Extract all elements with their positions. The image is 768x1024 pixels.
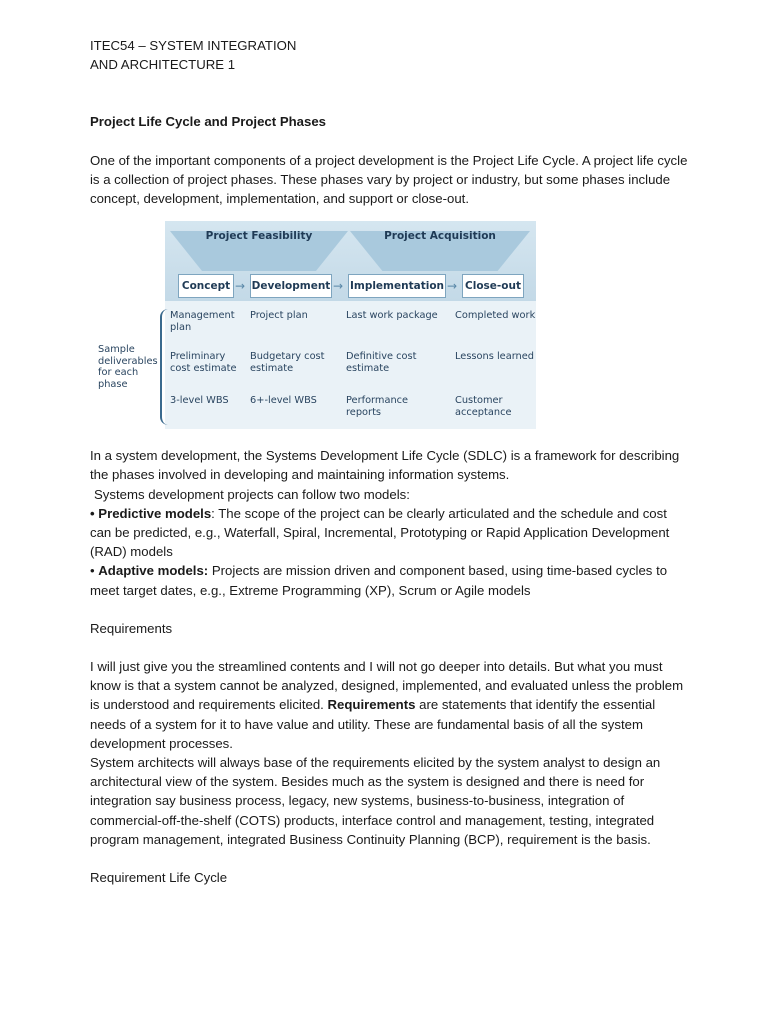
course-code-line: ITEC54 – SYSTEM INTEGRATION <box>90 38 297 53</box>
req-p1-text-b: are statements that identify the essential needs of a system for it to have value and utility. These are fundamental basis of all the system development processes. <box>90 697 656 751</box>
deliverable-cell: Completed work <box>455 310 536 321</box>
predictive-text: : The scope of the project can be clearly articulated and the schedule and cost can be predicted, e.g., Waterfall, Spiral, Incremental, Prototyping or Rapid Application Development (RAD) models <box>90 505 670 560</box>
deliverable-cell: Performance reports <box>346 395 409 418</box>
deliverable-cell: Definitive cost estimate <box>346 351 417 374</box>
deliverable-cell: Project plan <box>250 310 308 321</box>
adaptive-text: Projects are mission driven and component based, using time-based cycles to meet target dates, e.g., Extreme Programming (XP), Scrum or Agile models <box>90 563 668 598</box>
predictive-label: • Predictive models <box>90 505 212 521</box>
deliverable-cell: Lessons learned <box>455 351 535 362</box>
requirements-paragraph-1 <box>90 657 690 753</box>
section-title: Project Life Cycle and Project Phases <box>90 114 327 130</box>
deliverable-cell: 3-level WBS <box>170 395 229 406</box>
adaptive-models-item: • Adaptive models: Projects are mission driven and component based, using time-based cycles to meet target dates, e.g., Extreme Programming (XP), Scrum or Agile models <box>90 563 668 598</box>
requirements-bold-term: Requirements <box>327 697 416 713</box>
phase-implementation: Implementation <box>348 274 446 298</box>
deliverables-brace <box>160 309 170 425</box>
group-label-acquisition: Project Acquisition <box>384 230 496 242</box>
phase-concept: Concept <box>178 274 234 298</box>
req-p1-text-a: I will just give you the streamlined contents and I will not go deeper into details. But what you must know is that a system cannot be analyzed, designed, implemented, and evaluated unless the problem is understood and requirements elicited. <box>90 659 684 713</box>
deliverable-cell: Management plan <box>170 310 235 333</box>
group-label-feasibility: Project Feasibility <box>205 230 313 242</box>
deliverable-cell: 6+-level WBS <box>250 395 317 406</box>
adaptive-label: Adaptive models: <box>98 563 209 579</box>
sdlc-paragraph: In a system development, the Systems Development Life Cycle (SDLC) is a framework for describing the phases involved in developing and maintaining information systems. <box>90 448 680 483</box>
document-body <box>90 36 690 887</box>
deliverable-cell: Customer acceptance <box>455 395 512 418</box>
phase-close-out: Close-out <box>462 274 524 298</box>
deliverables-side-label: Sample deliverables for each phase <box>98 344 158 390</box>
arrow-icon: → <box>235 279 246 293</box>
models-intro: Systems development projects can follow two models: <box>94 486 410 502</box>
deliverable-cell: Preliminary cost estimate <box>170 351 237 374</box>
requirements-heading: Requirements <box>90 620 173 636</box>
intro-paragraph: One of the important components of a project development is the Project Life Cycle. A project life cycle is a collection of project phases. These phases vary by project or industry, but some phases include concept, development, implementation, and support or close-out. <box>90 152 688 207</box>
arrow-icon: → <box>447 279 458 293</box>
predictive-models-item <box>90 504 690 562</box>
requirements-paragraph-2: System architects will always base of the requirements elicited by the system analyst to design an architectural view of the system. Besides much as the system is designed and there is need for integration say business process, legacy, new systems, business-to-business, integration of commercial-off-the-shelf (COTS) products, interface control and management, testing, integrated program management, integrated Business Continuity Planning (BCP), requirement is the basis. <box>90 755 661 847</box>
deliverable-cell: Budgetary cost estimate <box>250 351 325 374</box>
deliverable-cell: Last work package <box>346 310 438 321</box>
course-title-line: AND ARCHITECTURE 1 <box>90 57 236 73</box>
project-life-cycle-figure <box>90 221 536 429</box>
requirement-life-cycle-heading: Requirement Life Cycle <box>90 870 228 886</box>
phase-development: Development <box>250 274 332 298</box>
arrow-icon: → <box>333 279 344 293</box>
